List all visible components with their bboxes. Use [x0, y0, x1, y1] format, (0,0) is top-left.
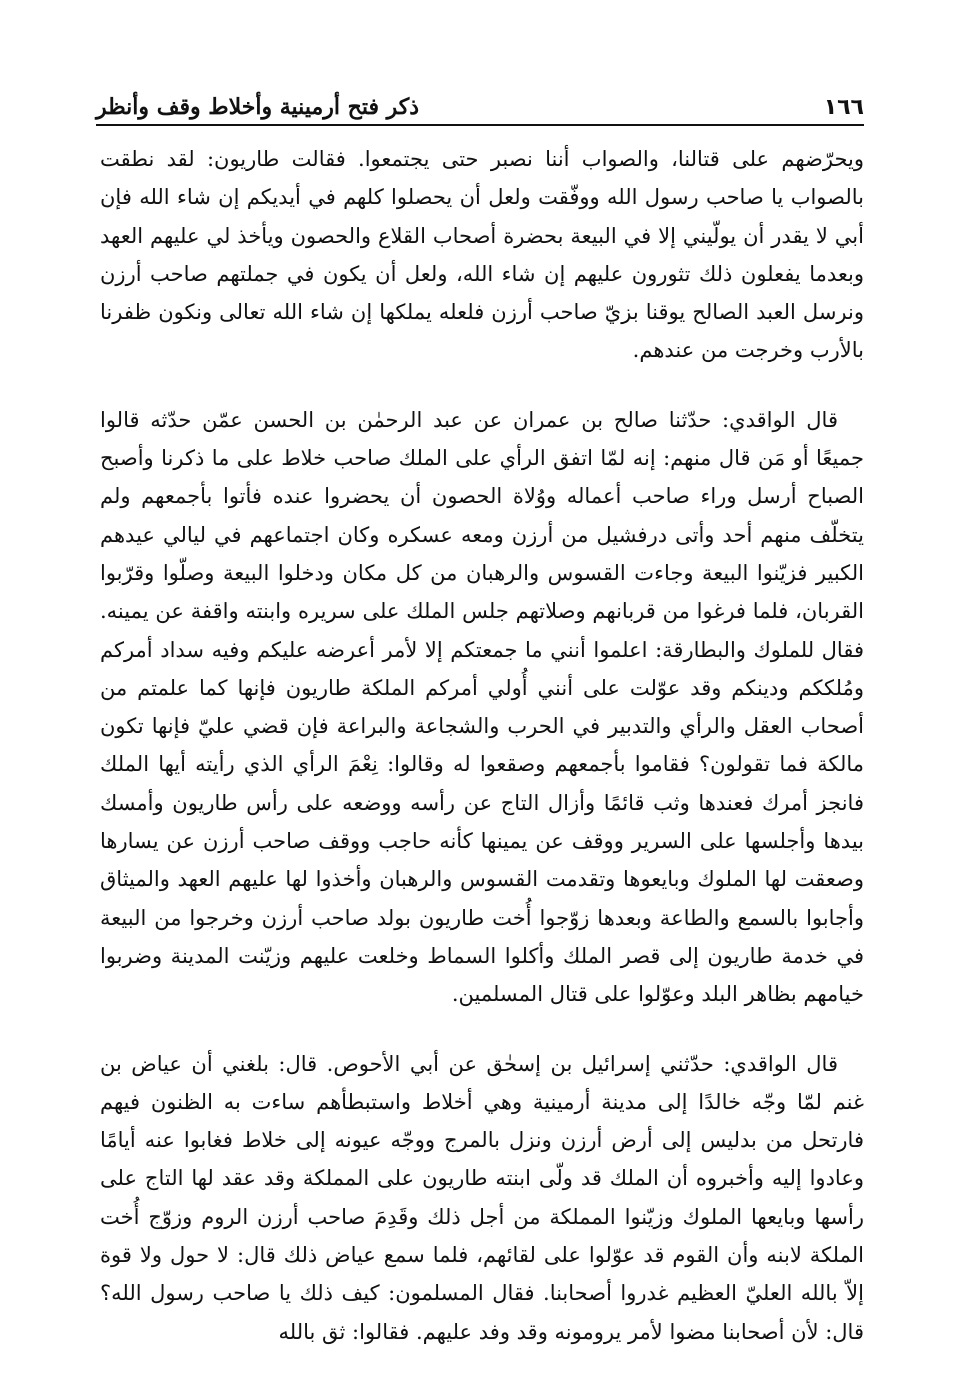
paragraph-3: قال الواقدي: حدّثني إسرائيل بن إسحٰق عن أبي الأحوص. قال: بلغني أن عياض بن غنم لمّا وجّه خالدًا إلى مدينة أرمينية وهي أخلاط واستبطأهم ساءت به الظنون فيهم فارتحل من بدليس إلى أرض أرزن ونزل بالمرج ووجّه عيونه إلى خلاط فغابوا عنه أيامًا وعادوا إليه وأخبروه أن الملك قد ولّى ابنته طاريون على المملكة وقد عقد لها التاج على رأسها وبايعها الملوك وزيّنوا المملكة من أجل ذلك وقَدِمَ صاحب أرزن الروم وزوّج أُخت الملكة لابنه وأن القوم قد عوّلوا على لقائهم، فلما سمع عياض ذلك قال: لا حول ولا قوة إلاّ بالله العليّ العظيم غدروا أصحابنا. فقال المسلمون: كيف ذلك يا صاحب رسول الله؟ قال: لأن أصحابنا مضوا لأمر يرومونه وقد وفد عليهم. فقالوا: ثق بالله: [100, 1051, 864, 1344]
page-body: [100, 140, 864, 1351]
page-number: ١٦٦: [823, 95, 864, 120]
paragraph-1: ويحرّضهم على قتالنا، والصواب أننا نصبر حتى يجتمعوا. فقالت طاريون: لقد نطقت بالصواب يا صاحب رسول الله ووفّقت ولعل أن يحصلوا كلهم في أيديكم إن شاء الله فإن أبي لا يقدر أن يولّيني إلا في البيعة بحضرة أصحاب القلاع والحصون ويأخذ لي عليهم العهد وبعدما يفعلون ذلك تثورون عليهم إن شاء الله، ولعل أن يكون في جملتهم صاحب أرزن ونرسل العبد الصالح يوقنا بزيّ صاحب أرزن فلعله يملكها إن شاء الله تعالى ونكون ظفرنا بالأرب وخرجت من عندهم.: [100, 147, 864, 363]
paragraph-2: قال الواقدي: حدّثنا صالح بن عمران عن عبد الرحمٰن بن الحسن عمّن حدّثه قالوا جميعًا أو مَن قال منهم: إنه لمّا اتفق الرأي على الملك صاحب خلاط على ما ذكرنا وأصبح الصباح أرسل وراء صاحب أعماله ووُلاة الحصون أن يحضروا عنده فأتوا بأجمعهم ولم يتخلّف منهم أحد وأتى درفشيل من أرزن ومعه عسكره وكان اجتماعهم في ليالي عيدهم الكبير فزيّنوا البيعة وجاءت القسوس والرهبان من كل مكان ودخلوا البيعة وصلّوا وقرّبوا القربان، فلما فرغوا من قربانهم وصلاتهم جلس الملك على سريره وابنته واقفة عن يمينه. فقال للملوك والبطارقة: اعلموا أنني ما جمعتكم إلا لأمر أعرضه عليكم وفيه سداد أمركم ومُلككم ودينكم وقد عوّلت على أنني أُولي أمركم الملكة طاريون فإنها كما علمتم من أصحاب العقل والرأي والتدبير في الحرب والشجاعة والبراعة فإن قضي عليّ فإنها تكون مالكة فما تقولون؟ فقاموا بأجمعهم وصقعوا له وقالوا: نِعْمَ الرأي الذي رأيته أيها الملك فانجز أمرك فعندها وثب قائمًا وأزال التاج عن رأسه ووضعه على رأس طاريون وأمسك بيدها وأجلسها على السرير ووقف عن يمينها كأنه حاجب ووقف صاحب أرزن عن يسارها وصعقت لها الملوك وبايعوها وتقدمت القسوس والرهبان وأخذوا لها عليهم العهد والميثاق وأجابوا بالسمع والطاعة وبعدها زوّجوا أُخت طاريون بولد صاحب أرزن وخرجوا من البيعة في خدمة طاريون إلى قصر الملك وأكلوا السماط وخلعت عليهم وزيّنت المدينة وضربوا خيامهم بظاهر البلد وعوّلوا على قتال المسلمين.: [100, 407, 864, 1007]
running-title: ذكر فتح أرمينية وأخلاط وقف وأنظر: [96, 94, 420, 120]
header-divider: [96, 124, 864, 126]
page-header: [96, 86, 864, 120]
